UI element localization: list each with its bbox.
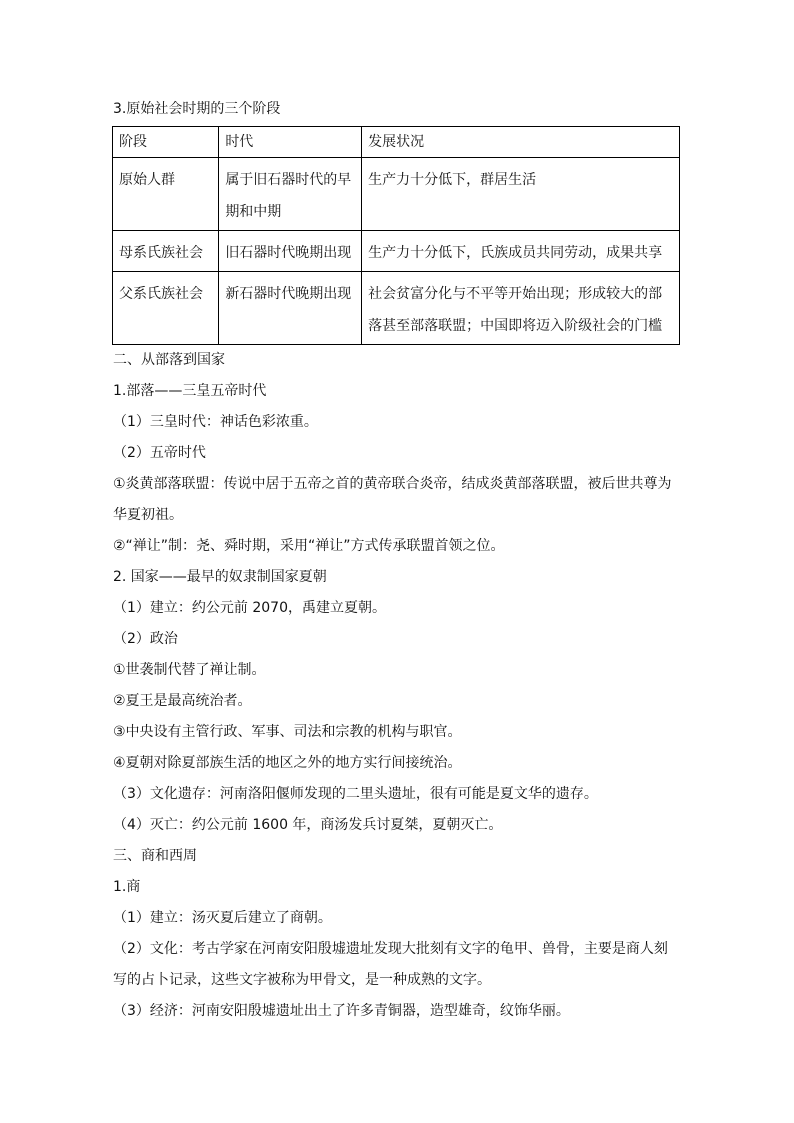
header-development: 发展状况 (362, 127, 680, 158)
header-stage: 阶段 (113, 127, 219, 158)
table-row (113, 231, 680, 272)
subsection-heading-tribe: 1.部落——三皇五帝时代 (113, 383, 267, 399)
text-line: ②夏王是最高统治者。 (113, 693, 252, 709)
table-cell: 父系氏族社会 (113, 272, 219, 345)
subsection-heading-shang: 1.商 (113, 879, 141, 895)
text-line: ①世袭制代替了禅让制。 (113, 662, 266, 678)
table-title: 3.原始社会时期的三个阶段 (113, 101, 281, 117)
text-line: （1）建立：约公元前 2070，禹建立夏朝。 (113, 600, 386, 616)
text-line: （1）三皇时代：神话色彩浓重。 (113, 414, 318, 430)
table-cell: 生产力十分低下，氏族成员共同劳动，成果共享 (362, 231, 680, 272)
section-heading-shang-western-zhou: 三、商和西周 (113, 848, 197, 864)
table-header-row (113, 127, 680, 158)
table-cell: 新石器时代晚期出现 (219, 272, 362, 345)
text-line: （4）灭亡：约公元前 1600 年，商汤发兵讨夏桀，夏朝灭亡。 (113, 817, 503, 833)
text-line: ②“禅让”制：尧、舜时期，采用“禅让”方式传承联盟首领之位。 (113, 538, 505, 554)
section-heading-from-tribe-to-state: 二、从部落到国家 (113, 352, 225, 368)
subsection-heading-state: 2. 国家——最早的奴隶制国家夏朝 (113, 569, 327, 585)
paragraph: ①炎黄部落联盟：传说中居于五帝之首的黄帝联合炎帝，结成炎黄部落联盟，被后世共尊为华夏初祖。 (113, 476, 672, 523)
text-line: （3）文化遗存：河南洛阳偃师发现的二里头遗址，很有可能是夏文华的遗存。 (113, 786, 598, 802)
table-row (113, 272, 680, 345)
table-cell: 旧石器时代晚期出现 (219, 231, 362, 272)
table-cell: 属于旧石器时代的早期和中期 (219, 158, 362, 231)
header-era: 时代 (219, 127, 362, 158)
paragraph: （2）文化：考古学家在河南安阳殷墟遗址发现大批刻有文字的龟甲、兽骨，主要是商人刻写的占卜记录，这些文字被称为甲骨文，是一种成熟的文字。 (113, 941, 668, 988)
table-cell: 社会贫富分化与不平等开始出现；形成较大的部落甚至部落联盟；中国即将迈入阶级社会的门槛 (362, 272, 680, 345)
document-content (113, 100, 683, 1027)
table-row (113, 158, 680, 231)
stages-table (112, 126, 680, 345)
table-cell: 母系氏族社会 (113, 231, 219, 272)
table-cell: 生产力十分低下，群居生活 (362, 158, 680, 231)
text-line: （1）建立：汤灭夏后建立了商朝。 (113, 910, 332, 926)
text-line: ④夏朝对除夏部族生活的地区之外的地方实行间接统治。 (113, 755, 462, 771)
table-cell: 原始人群 (113, 158, 219, 231)
text-line: （2）五帝时代 (113, 445, 206, 461)
text-line: （3）经济：河南安阳殷墟遗址出土了许多青铜器，造型雄奇，纹饰华丽。 (113, 1003, 570, 1019)
text-line: （2）政治 (113, 631, 178, 647)
text-line: ③中央设有主管行政、军事、司法和宗教的机构与职官。 (113, 724, 462, 740)
